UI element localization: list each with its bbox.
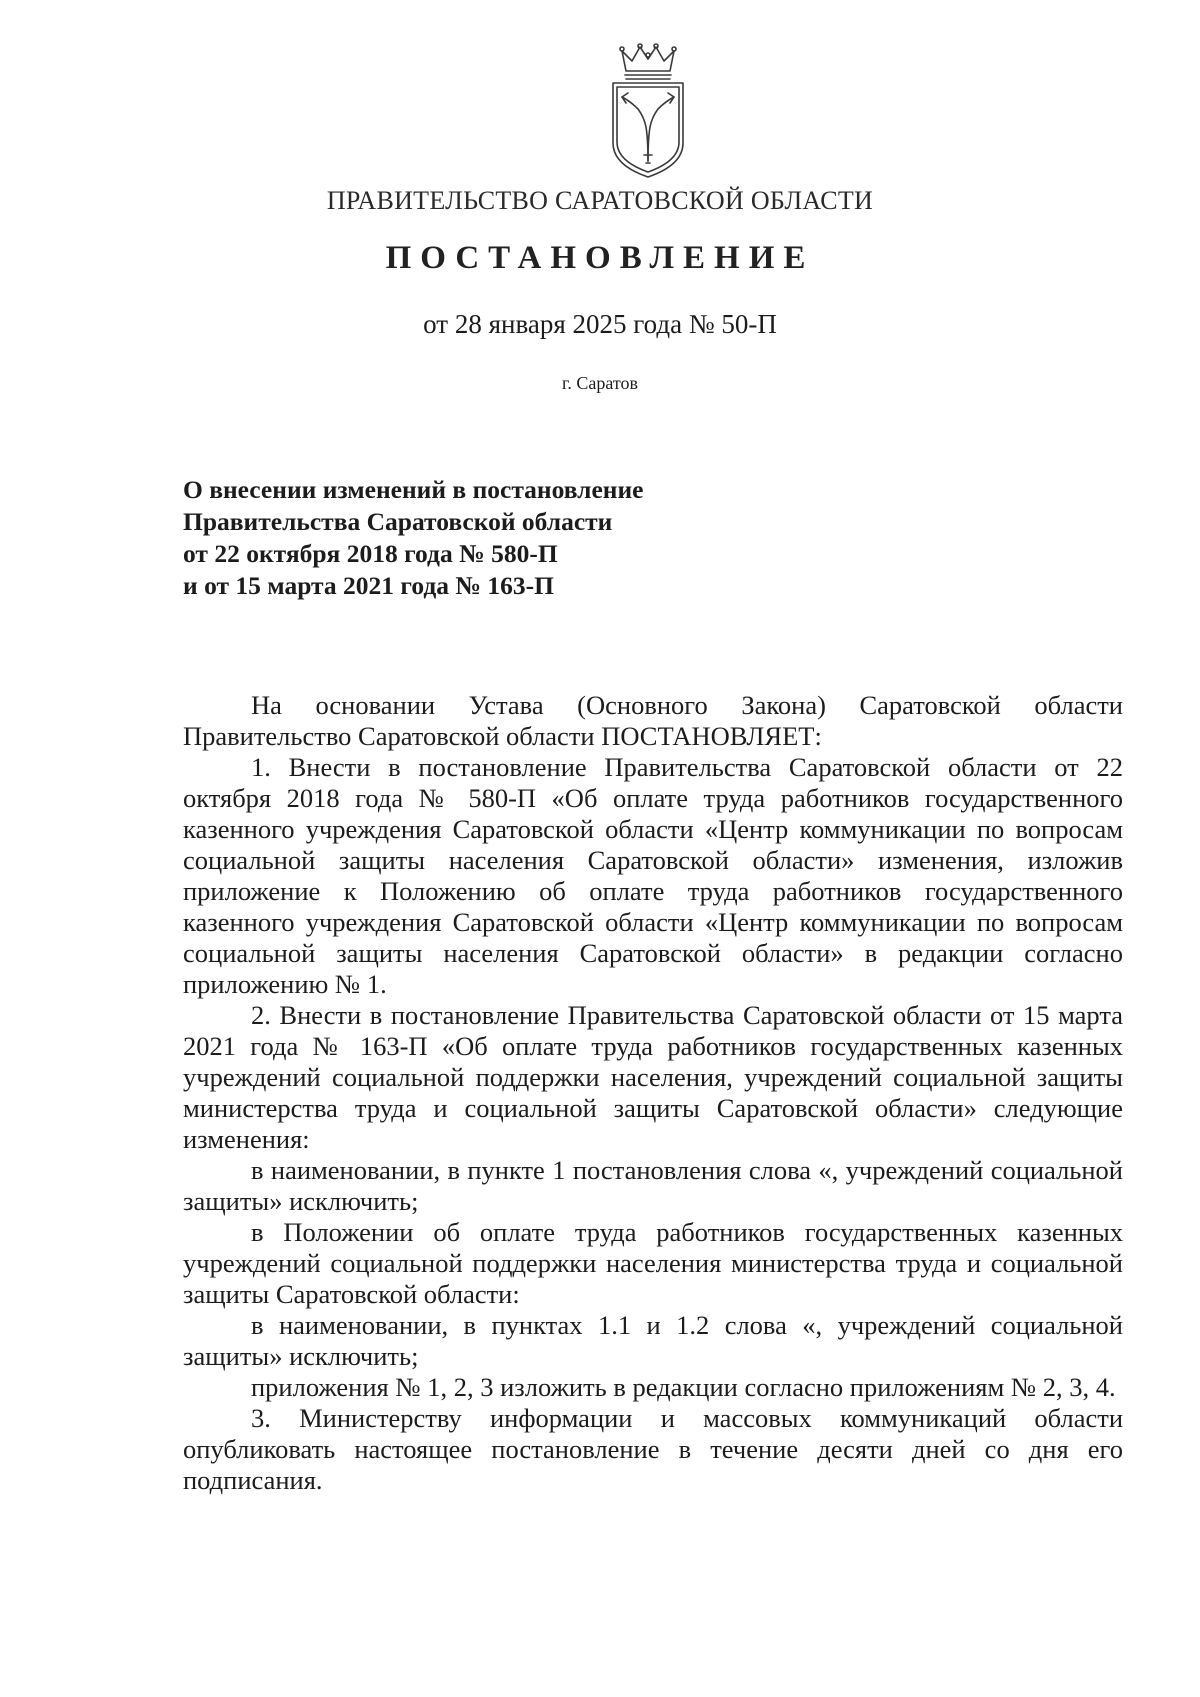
document-city: г. Саратов (562, 373, 638, 393)
document-type: ПОСТАНОВЛЕНИЕ (385, 240, 815, 276)
body-paragraph: в наименовании, в пунктах 1.1 и 1.2 слова «, учреждений социальной защиты» исключить; (183, 1310, 1123, 1371)
document-body (183, 690, 1123, 1496)
title-line: от 22 октября 2018 года № 580-П (183, 539, 558, 568)
title-line: и от 15 марта 2021 года № 163-П (183, 571, 554, 600)
title-line: О внесении изменений в постановление (183, 475, 644, 504)
title-line: Правительства Саратовской области (183, 507, 613, 536)
saratov-coat-of-arms-icon (608, 43, 688, 180)
body-paragraph: На основании Устава (Основного Закона) Саратовской области Правительство Саратовской области ПОСТАНОВЛЯЕТ: (183, 690, 1123, 751)
body-paragraph: 3. Министерству информации и массовых коммуникаций области опубликовать настоящее постановление в течение десяти дней со дня его подписания. (183, 1403, 1123, 1495)
body-paragraph: 2. Внести в постановление Правительства Саратовской области от 15 марта 2021 года № 163-П «Об оплате труда работников государственных казенных учреждений социальной поддержки населения, учреждений социальной защиты министерства труда и социальной защиты Саратовской области» следующие изменения: (183, 1000, 1123, 1154)
document-date-number: от 28 января 2025 года № 50-П (423, 309, 777, 339)
document-title (183, 474, 883, 602)
body-paragraph: в наименовании, в пункте 1 постановления слова «, учреждений социальной защиты» исключить; (183, 1155, 1123, 1216)
body-paragraph: приложения № 1, 2, 3 изложить в редакции согласно приложениям № 2, 3, 4. (251, 1372, 1116, 1402)
body-paragraph: 1. Внести в постановление Правительства Саратовской области от 22 октября 2018 года № 580-П «Об оплате труда работников государственного казенного учреждения Саратовской области «Центр коммуникации по вопросам социальной защиты населения Саратовской области» изменения, изложив приложение к Положению об оплате труда работников государственного казенного учреждения Саратовской области «Центр коммуникации по вопросам социальной защиты населения Саратовской области» в редакции согласно приложению № 1. (183, 752, 1123, 999)
body-paragraph: в Положении об оплате труда работников государственных казенных учреждений социальной поддержки населения министерства труда и социальной защиты Саратовской области: (183, 1217, 1123, 1309)
government-name: ПРАВИТЕЛЬСТВО САРАТОВСКОЙ ОБЛАСТИ (326, 186, 874, 215)
